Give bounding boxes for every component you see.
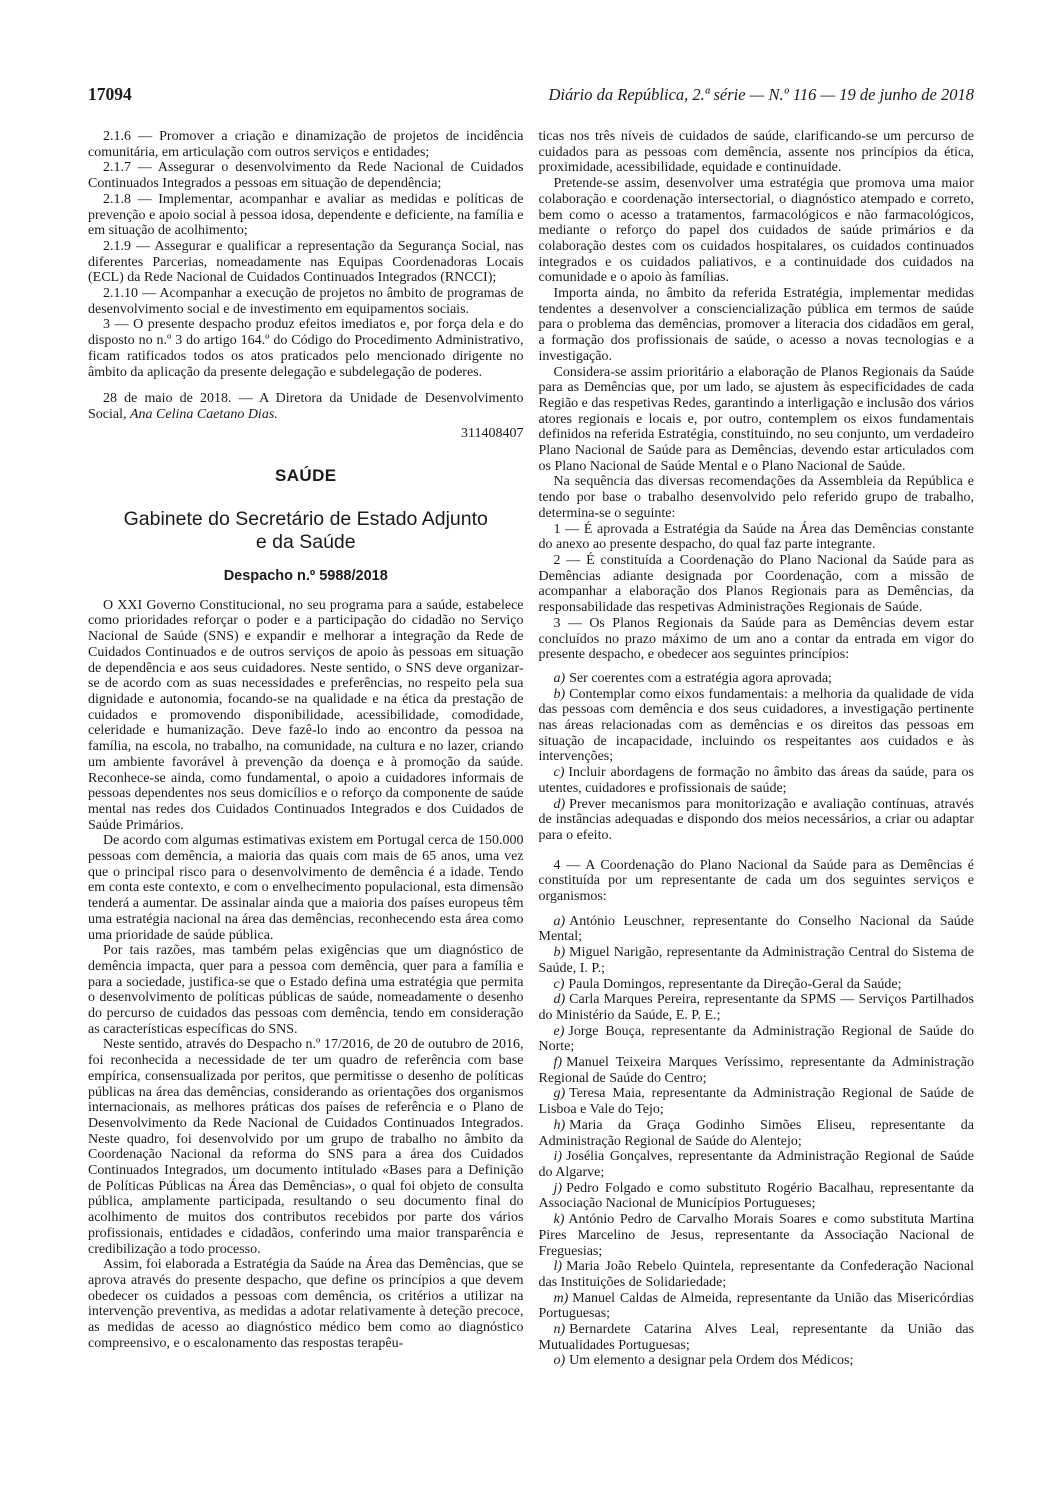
determination-3: 3 — Os Planos Regionais da Saúde para as Demências devem estar concluídos no prazo máximo de um ano a contar da entrada em vigor do presente despacho, e obedecer aos seguintes princípios: bbox=[538, 615, 974, 663]
edition-header: Diário da República, 2.ª série — N.º 116 — 19 de junho de 2018 bbox=[548, 85, 974, 104]
paragraph-considera: Considera-se assim prioritário a elaboração de Planos Regionais da Saúde para as Demências que, por um lado, se ajustem às especificidades de cada Região e das respetivas Redes, garantindo a interligação e inclusão dos vários atores regionais e locais e, por outro, contemplem os eixos fundamentais definidos na referida Estratégia, constituindo, no seu conjunto, um verdadeiro Plano Nacional de Saúde para as Demências, devendo estar articulados com os Plano Nacional de Saúde Mental e o Plano Nacional de Saúde. bbox=[538, 364, 974, 474]
signature-line bbox=[88, 391, 524, 422]
despacho-title: Despacho n.º 5988/2018 bbox=[223, 568, 388, 585]
principle-letter: d) bbox=[553, 796, 566, 812]
principle-item-b bbox=[539, 687, 975, 766]
intro-paragraph-3: Por tais razões, mas também pelas exigências que um diagnóstico de demência impacta, quer para a pessoa com demência, quer para a família e para a sociedade, justifica-se que o Estado defina uma estratégia que permita o desenvolvimento de políticas públicas de saúde, nomeadamente o desenho do percurso de cuidados das pessoas com demência, tendo em consideração as características específicas do SNS. bbox=[88, 943, 524, 1037]
two-column-body bbox=[0, 129, 1058, 1369]
member-letter: j) bbox=[553, 1180, 563, 1196]
continuation-paragraph: ticas nos três níveis de cuidados de saúde, clarificando-se um percurso de cuidados para as pessoas com demência, assente nos princípios da ética, proximidade, acessibilidade, equidade e continuidade. bbox=[538, 129, 974, 176]
member-letter: o) bbox=[553, 1353, 566, 1369]
intro-paragraph-5: Assim, foi elaborada a Estratégia da Saúde na Área das Demências, que se aprova através do presente despacho, que define os princípios a que devem obedecer os cuidados a pessoas com demência, os critérios a utilizar na intervenção preventiva, as medidas a adotar relativamente à deteção precoce, as medidas de acesso ao diagnóstico médico bem como ao diagnóstico compreensivo, e o escalonamento das respostas terapêu- bbox=[88, 1257, 524, 1351]
principle-letter: a) bbox=[553, 670, 566, 686]
member-letter: d) bbox=[553, 992, 566, 1008]
delegation-item-2-1-9: 2.1.9 — Assegurar e qualificar a representação da Segurança Social, nas diferentes Parcerias, nomeadamente nas Equipas Coordenadoras Locais (ECL) da Rede Nacional de Cuidados Continuados Integrados (RNCCI); bbox=[88, 238, 524, 286]
member-letter: g) bbox=[553, 1086, 566, 1102]
delegation-item-2-1-10: 2.1.10 — Acompanhar a execução de projetos no âmbito de programas de desenvolvimento social e de investimento em equipamentos sociais. bbox=[88, 286, 524, 317]
registry-number: 311408407 bbox=[461, 425, 524, 441]
member-item-e bbox=[539, 1024, 975, 1055]
principles-list bbox=[539, 671, 975, 844]
member-text: Teresa Maia, representante da Administração Regional de Saúde de Lisboa e Vale do Tejo; bbox=[538, 1086, 974, 1118]
member-letter: i) bbox=[553, 1149, 563, 1165]
principle-item-d bbox=[539, 797, 975, 844]
member-item-c bbox=[539, 977, 975, 993]
principle-text: Ser coerentes com a estratégia agora aprovada; bbox=[569, 670, 832, 686]
principle-text: Prever mecanismos para monitorização e avaliação contínuas, através de instâncias adequadas e dispondo dos meios necessários, a criar ou adaptar para o efeito. bbox=[538, 796, 974, 843]
member-letter: e) bbox=[553, 1023, 565, 1039]
member-text: António Pedro de Carvalho Morais Soares e como substituta Martina Pires Marcelino de Jesus, representante da Associação Nacional de Freguesias; bbox=[538, 1212, 974, 1259]
member-letter: k) bbox=[553, 1212, 565, 1228]
member-text: Paula Domingos, representante da Direção-Geral da Saúde; bbox=[568, 976, 902, 992]
member-item-f bbox=[539, 1055, 975, 1086]
section-title: SAÚDE bbox=[274, 466, 337, 486]
intro-paragraph-1: O XXI Governo Constitucional, no seu programa para a saúde, estabelece como prioridades reforçar o poder e a participação do cidadão no Serviço Nacional de Saúde (SNS) e expandir e melhorar a integração da Rede de Cuidados Continuados e de outros serviços de apoio às pessoas em situação de dependência e aos seus cuidadores. Neste sentido, o SNS deve organizar-se de acordo com as suas necessidades e preferências, no respeito pela sua dignidade e autonomia, focando-se na qualidade e na ética da prestação de cuidados e promovendo disponibilidade, acessibilidade, comodidade, celeridade e humanização. Deve fazê-lo indo ao encontro da pessoa na família, na escola, no trabalho, na comunidade, na cultura e no lazer, criando um ambiente favorável à prevenção da doença e à promoção da saúde. Reconhece-se ainda, como fundamental, o apoio a cuidadores informais de pessoas dependentes nos seus domicílios e o reforço da componente de saúde mental nas redes dos Cuidados Continuados Integrados e dos Cuidados de Saúde Primários. bbox=[88, 597, 524, 833]
member-item-o bbox=[539, 1353, 975, 1369]
intro-paragraph-4: Neste sentido, através do Despacho n.º 17/2016, de 20 de outubro de 2016, foi reconhecida a necessidade de ter um quadro de referência com base empírica, consensualizada por peritos, que permitisse o desenho de políticas públicas na área das demências, considerando as orientações dos organismos internacionais, as melhores práticas dos países de referência e o Plano de Desenvolvimento da Rede Nacional de Cuidados Continuados Integrados. Neste quadro, foi desenvolvido por um grupo de trabalho no âmbito da Coordenação Nacional da reforma do SNS para a área dos Cuidados Continuados Integrados, um documento intitulado «Bases para a Definição de Políticas Públicas na Área das Demências», o qual foi objeto de consulta pública, amplamente participada, resultando o seu documento final do acolhimento de muitos dos contributos recebidos por parte dos vários profissionais, entidades e cidadãos, conferindo uma maior transparência e credibilização a todo processo. bbox=[88, 1037, 524, 1257]
member-text: António Leuschner, representante do Conselho Nacional da Saúde Mental; bbox=[538, 913, 974, 945]
delegation-item-2-1-6: 2.1.6 — Promover a criação e dinamização de projetos de incidência comunitária, em articulação com outros serviços e entidades; bbox=[88, 129, 524, 160]
member-letter: n) bbox=[553, 1322, 566, 1338]
member-item-h bbox=[539, 1118, 975, 1149]
principle-letter: c) bbox=[553, 765, 565, 781]
member-text: Pedro Folgado e como substituto Rogério Bacalhau, representante da Associação Nacional de Municípios Portugueses; bbox=[538, 1180, 974, 1212]
member-item-j bbox=[539, 1181, 975, 1212]
determination-2: 2 — É constituída a Coordenação do Plano Nacional da Saúde para as Demências adiante designada por Coordenação, com a missão de acompanhar a elaboração dos Planos Regionais para as Demências, da responsabilidade das respetivas Administrações Regionais de Saúde. bbox=[538, 552, 974, 616]
page-number: 17094 bbox=[88, 84, 132, 104]
member-item-b bbox=[539, 945, 975, 976]
member-item-k bbox=[539, 1212, 975, 1259]
delegation-item-2-1-7: 2.1.7 — Assegurar o desenvolvimento da Rede Nacional de Cuidados Continuados Integrados a pessoas em situação de dependência; bbox=[88, 160, 524, 192]
left-column bbox=[88, 129, 524, 1369]
member-text: Manuel Caldas de Almeida, representante da União das Misericórdias Portuguesas; bbox=[538, 1290, 974, 1322]
member-item-i bbox=[539, 1149, 975, 1180]
member-letter: c) bbox=[553, 976, 565, 992]
member-text: Carla Marques Pereira, representante da SPMS — Serviços Partilhados do Ministério da Saúde, E. P. E.; bbox=[538, 992, 974, 1023]
member-item-a bbox=[539, 914, 975, 945]
member-letter: a) bbox=[553, 913, 566, 929]
member-letter: b) bbox=[553, 945, 566, 961]
delegation-item-3: 3 — O presente despacho produz efeitos imediatos e, por força dela e do disposto no n.º 3 do artigo 164.º do Código do Procedimento Administrativo, ficam ratificados todos os atos praticados pelo mencionado dirigente no âmbito da aplicação da presente delegação e subdelegação de poderes. bbox=[88, 317, 524, 380]
principle-text: Incluir abordagens de formação no âmbito das áreas da saúde, para os utentes, cuidadores e profissionais de saúde; bbox=[538, 765, 974, 796]
member-item-l bbox=[539, 1259, 975, 1290]
determination-4: 4 — A Coordenação do Plano Nacional da Saúde para as Demências é constituída por um representante de cada um dos seguintes serviços e organismos: bbox=[538, 857, 974, 905]
member-text: Um elemento a designar pela Ordem dos Médicos; bbox=[569, 1353, 854, 1369]
principle-text: Contemplar como eixos fundamentais: a melhoria da qualidade de vida das pessoas com demência e dos seus cuidadores, a investigação pertinente nas áreas relacionadas com as demências e os direitos das pessoas em situação de incapacidade, incluindo os respeitantes aos cuidados e às intervenções; bbox=[538, 686, 974, 765]
principle-letter: b) bbox=[553, 686, 566, 702]
principle-item-c bbox=[539, 765, 975, 796]
member-letter: f) bbox=[553, 1055, 563, 1071]
member-text: Josélia Gonçalves, representante da Administração Regional de Saúde do Algarve; bbox=[538, 1149, 974, 1180]
member-item-d bbox=[539, 992, 975, 1023]
member-text: Jorge Bouça, representante da Administração Regional de Saúde do Norte; bbox=[538, 1023, 974, 1055]
paragraph-pretende: Pretende-se assim, desenvolver uma estratégia que promova uma maior colaboração e coordenação intersectorial, o diagnóstico atempado e correto, bem como o acesso a tratamentos, farmacológicos e não farmacológicos, mediante o reforço do papel dos cuidados de saúde primários e da colaboração destes com os cuidados hospitalares, os cuidados continuados integrados e os cuidados paliativos, e a continuidade dos cuidados na comunidade e o apoio às famílias. bbox=[538, 176, 974, 286]
member-text: Manuel Teixeira Marques Veríssimo, representante da Administração Regional de Saúde do Centro; bbox=[538, 1055, 974, 1086]
member-letter: l) bbox=[553, 1259, 563, 1275]
office-title bbox=[88, 508, 524, 554]
signature-date: 28 de maio de 2018. — A Diretora da Unidade de Desenvolvimento Social, bbox=[88, 391, 524, 422]
right-column bbox=[539, 129, 975, 1369]
member-item-g bbox=[539, 1086, 975, 1117]
office-title-line2: e da Saúde bbox=[255, 531, 356, 554]
signature-name: Ana Celina Caetano Dias. bbox=[130, 406, 278, 422]
intro-paragraph-2: De acordo com algumas estimativas existem em Portugal cerca de 150.000 pessoas com demência, a maioria das quais com mais de 65 anos, uma vez que o principal risco para o desenvolvimento de demência é a idade. Tendo em conta este contexto, e com o envelhecimento populacional, esta dimensão tenderá a aumentar. De assinalar ainda que a maioria dos países europeus têm uma estratégia nacional na área das demências, reconhecendo esta área como uma prioridade de saúde pública. bbox=[88, 833, 524, 943]
delegation-item-2-1-8: 2.1.8 — Implementar, acompanhar e avaliar as medidas e políticas de prevenção e apoio social à pessoa idosa, dependente e deficiente, na família e em situação de acolhimento; bbox=[88, 191, 524, 239]
member-text: Miguel Narigão, representante da Administração Central do Sistema de Saúde, I. P.; bbox=[538, 945, 974, 976]
page-header bbox=[0, 0, 1058, 105]
principle-item-a bbox=[539, 671, 975, 687]
paragraph-na-sequencia: Na sequência das diversas recomendações da Assembleia da República e tendo por base o trabalho desenvolvido pelo referido grupo de trabalho, determina-se o seguinte: bbox=[538, 474, 974, 521]
member-item-n bbox=[539, 1322, 975, 1353]
determination-1: 1 — É aprovada a Estratégia da Saúde na Área das Demências constante do anexo ao presente despacho, do qual faz parte integrante. bbox=[538, 521, 974, 553]
member-text: Maria João Rebelo Quintela, representante da Confederação Nacional das Instituições de Solidariedade; bbox=[538, 1259, 974, 1290]
member-item-m bbox=[539, 1291, 975, 1322]
member-letter: h) bbox=[553, 1117, 566, 1133]
members-list bbox=[539, 914, 975, 1369]
member-text: Bernardete Catarina Alves Leal, representante da União das Mutualidades Portuguesas; bbox=[538, 1322, 974, 1353]
paragraph-importa: Importa ainda, no âmbito da referida Estratégia, implementar medidas tendentes a desenvolver a consciencialização pública em termos de saúde para o problema das demências, promover a literacia dos cidadãos em geral, a formação dos profissionais de saúde, o acesso a novas tecnologias e a investigação. bbox=[538, 286, 974, 364]
member-letter: m) bbox=[553, 1290, 569, 1306]
office-title-line1: Gabinete do Secretário de Estado Adjunto bbox=[123, 508, 488, 531]
member-text: Maria da Graça Godinho Simões Eliseu, representante da Administração Regional de Saúde do Alentejo; bbox=[538, 1117, 974, 1149]
